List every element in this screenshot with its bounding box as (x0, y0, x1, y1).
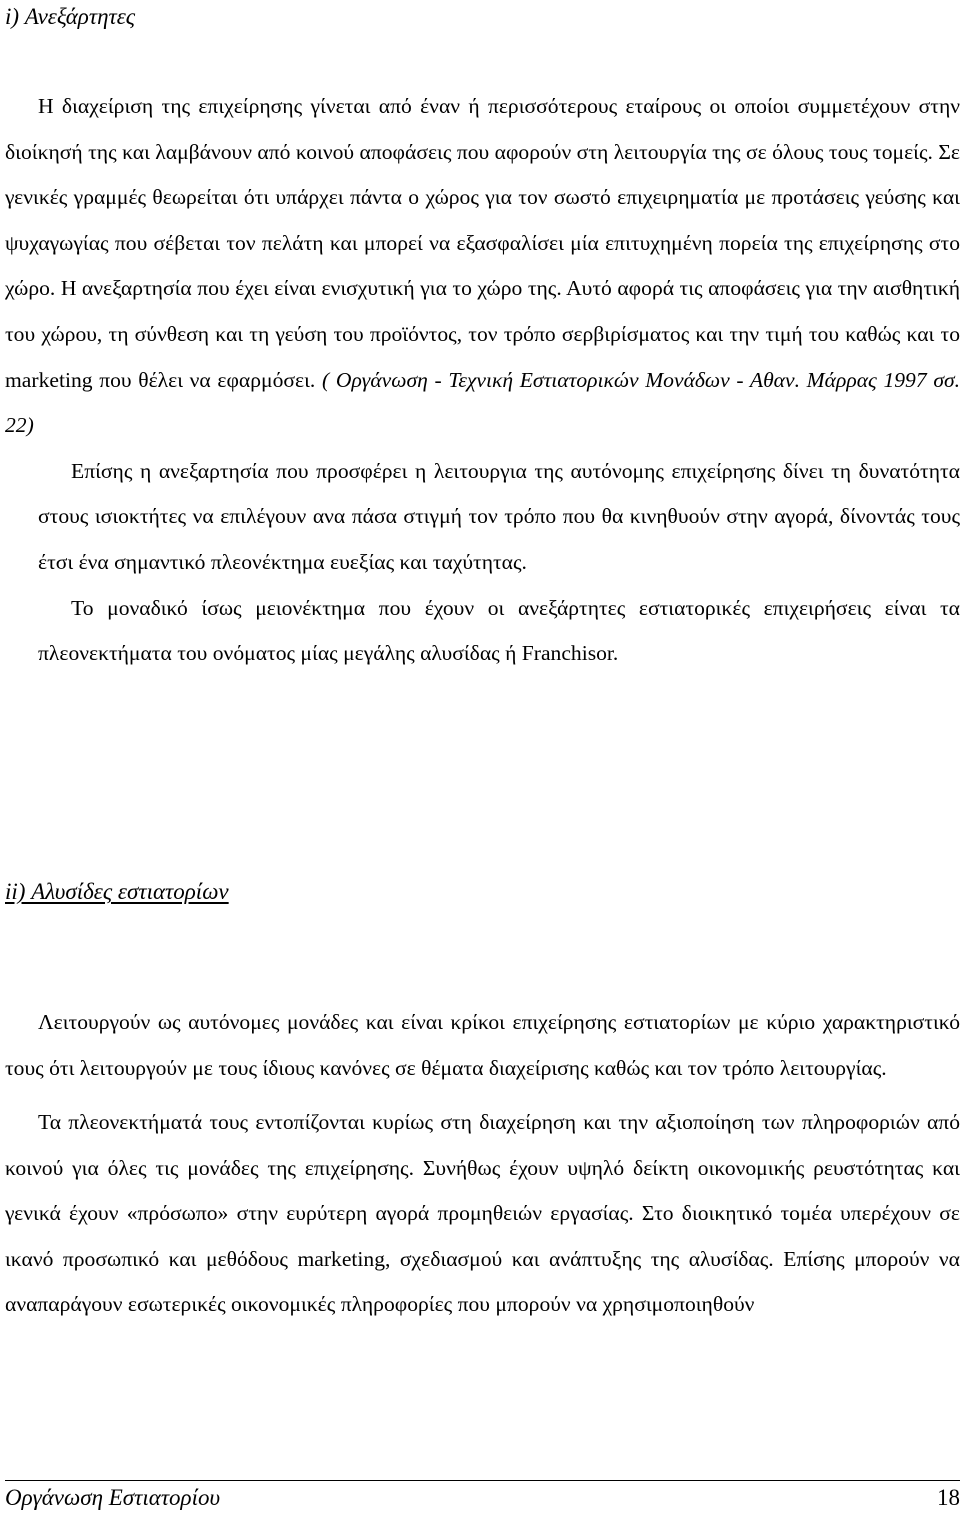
paragraph-independence-advantage: Επίσης η ανεξαρτησία που προσφέρει η λειτουργια της αυτόνομης επιχείρησης δίνει τη δυνατότητα στους ισιοκτήτες να επιλέγουν ανα πάσα στιγμή τον τρόπο που θα κινηθυούν στην αγορά, δίνοντάς τους έτσι ένα σημαντικό πλεονέκτημα ευεξίας και ταχύτητας. (38, 458, 960, 574)
footer-title: Οργάνωση Εστιατορίου (5, 1485, 221, 1510)
paragraph-general: Σε γενικές γραμμές θεωρείται ότι υπάρχει πάντα ο χώρος για τον σωστό επιχειρηματία με προτάσεις γεύσης και ψυχαγωγίας που σέβεται τον πελάτη και μπορεί να εξασφαλίσει μία επιτυχημένη πορεία της επιχείρησης στο χώρο. Η ανεξαρτησία που έχει είναι ενισχυτική για το χώρο της. Αυτό αφορά τις αποφάσεις για την αισθητική του χώρου, τη σύνθεση και τη γεύση του προϊόντος, τον τρόπο σερβιρίσματος και την τιμή του καθώς και το marketing που θέλει να εφαρμόσει. (5, 139, 960, 392)
document-page (5, 0, 960, 1512)
footer-divider (5, 1480, 960, 1481)
section-heading-chains: ii) Αλυσίδες εστιατορίων (5, 879, 229, 904)
section-heading-independent: i) Ανεξάρτητες (5, 4, 136, 29)
section-independent-body (5, 84, 960, 677)
page-number: 18 (937, 1485, 960, 1510)
paragraph-chains-advantages: Τα πλεονεκτήματά τους εντοπίζονται κυρίως στη διαχείρηση και την αξιοποίηση των πληροφοριών από κοινού για όλες τις μονάδες της επιχείρησης. Συνήθως έχουν υψηλό δείκτη οικονομικής ρευστότητας και γενικά έχουν «πρόσωπο» στην ευρύτερη αγορά προμηθειών εργασίας. Στο διοικητικό τομέα υπερέχουν σε ικανό προσωπικό και μεθόδους marketing, σχεδιασμού και ανάπτυξης της αλυσίδας. Επίσης μπορούν να αναπαράγουν εσωτερικές οικονομικές πληροφορίες που μπορούν να χρησιμοποιηθούν (5, 1110, 960, 1317)
paragraph-chains-operation: Λειτουργούν ως αυτόνομες μονάδες και είναι κρίκοι επιχείρησης εστιατορίων με κύριο χαρακτηριστικό τους ότι λειτουργούν με τους ίδιους κανόνες σε θέματα διαχείρισης καθώς και τον τρόπο λειτουργίας. (5, 1010, 960, 1080)
paragraph-disadvantage: Το μοναδικό ίσως μειονέκτημα που έχουν οι ανεξάρτητες εστιατορικές επιχειρήσεις είναι τα πλεονεκτήματα του ονόματος μίας μεγάλης αλυσίδας ή Franchisor. (38, 595, 960, 666)
citation: ( Οργάνωση - Τεχνική Εστιατορικών Μονάδων - Αθαν. Μάρρας 1997 σσ. 22) (5, 367, 960, 438)
paragraph-management: Η διαχείριση της επιχείρησης γίνεται από έναν ή περισσότερους εταίρους οι οποίοι συμμετέχουν στην διοίκησή της και λαμβάνουν από κοινού αποφάσεις που αφορούν στη λειτουργία της σε όλους τους τομείς. (5, 94, 960, 164)
